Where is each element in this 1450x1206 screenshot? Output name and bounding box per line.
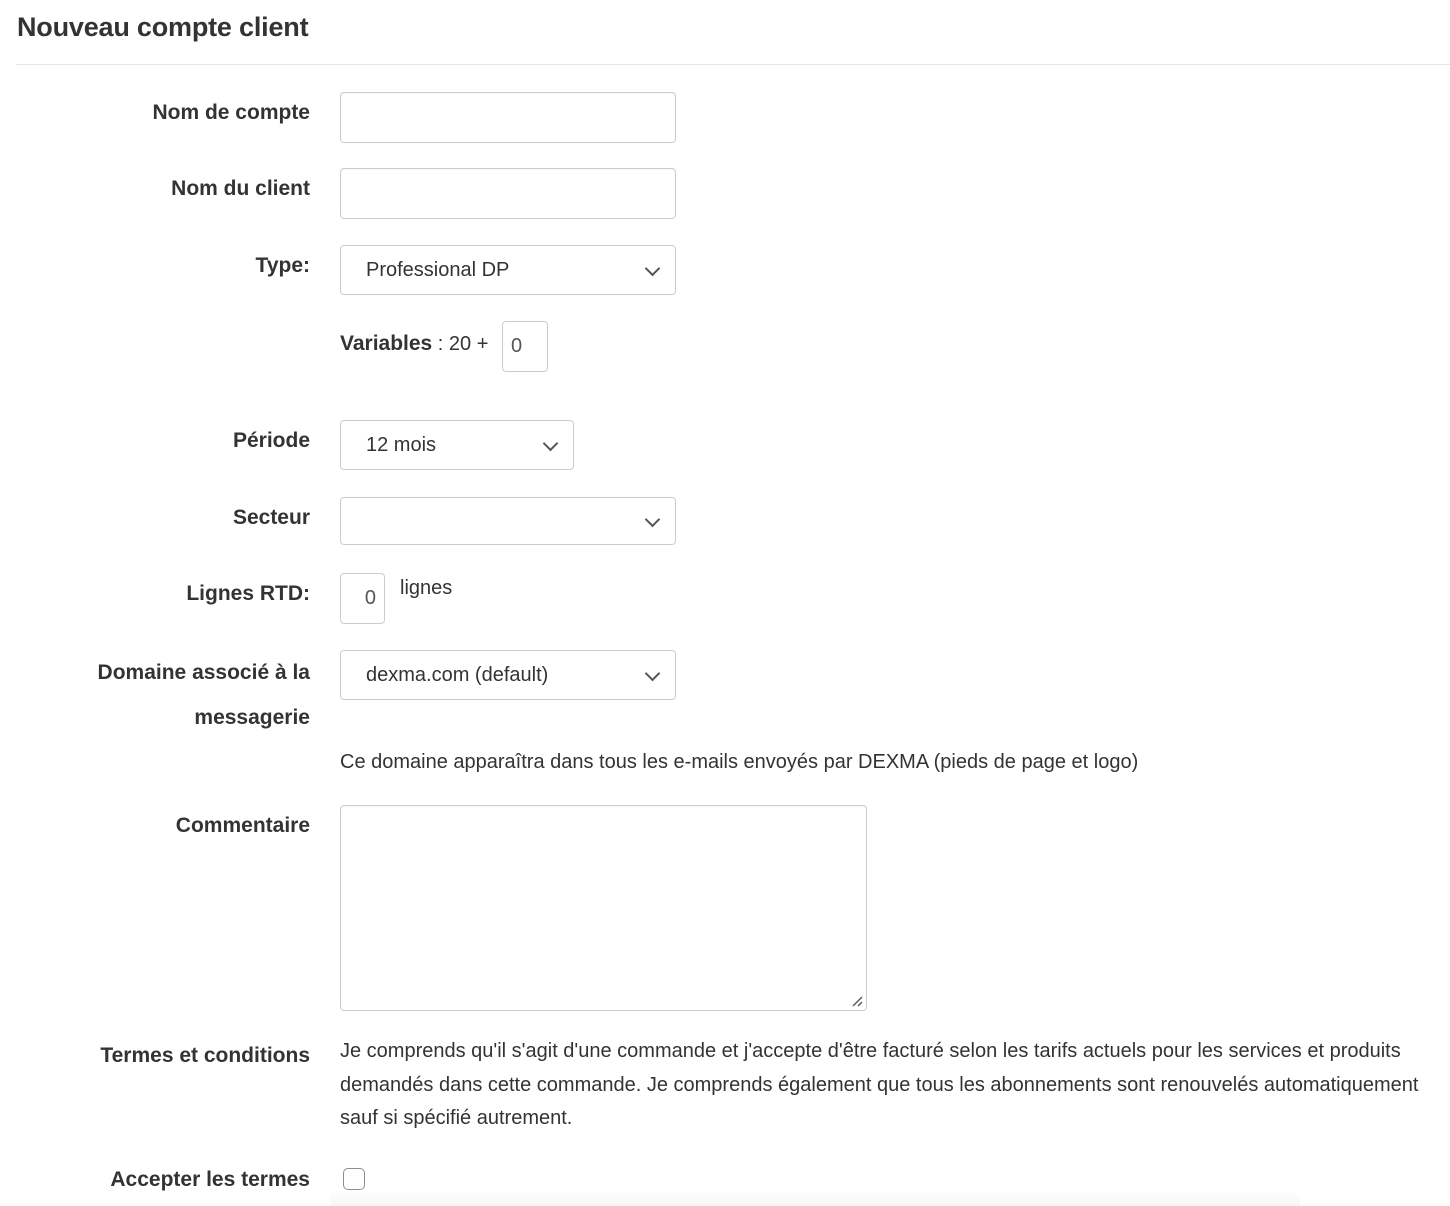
client-name-input[interactable]	[340, 168, 676, 219]
period-select-value: 12 mois	[366, 433, 437, 456]
sector-select[interactable]	[340, 497, 676, 545]
mail-domain-label: Domaine associé à la messagerie	[97, 661, 310, 729]
sector-label: Secteur	[232, 506, 310, 529]
rtd-lines-value: 0	[364, 587, 376, 609]
title-divider	[16, 64, 1450, 65]
chevron-down-icon	[645, 512, 661, 528]
variables-extra-input[interactable]	[502, 321, 548, 372]
type-label: Type:	[255, 254, 310, 277]
rtd-lines-input[interactable]	[340, 573, 385, 624]
chevron-down-icon	[645, 666, 661, 682]
page-title: Nouveau compte client	[17, 12, 309, 42]
variables-base: : 20 +	[437, 333, 489, 355]
account-name-input[interactable]	[340, 92, 676, 143]
mail-domain-select-value: dexma.com (default)	[366, 663, 549, 686]
variables-extra-value: 0	[511, 335, 523, 357]
chevron-down-icon	[543, 436, 559, 452]
terms-text: Je comprends qu'il s'agit d'une commande et j'accepte d'être facturé selon les tarifs actuels pour les services et produits demandés dans cette commande. Je comprends également que tous les abonnements sont renouvelés automatiquement sauf si spécifié autrement.	[340, 1040, 1419, 1129]
type-select[interactable]	[340, 245, 676, 295]
terms-label: Termes et conditions	[100, 1044, 310, 1067]
accept-terms-checkbox[interactable]	[343, 1168, 365, 1190]
variables-label: Variables	[340, 332, 433, 355]
mail-domain-select[interactable]	[340, 650, 676, 700]
variables-row	[340, 332, 488, 356]
comment-textarea[interactable]	[340, 805, 867, 1011]
accept-terms-label: Accepter les termes	[110, 1168, 310, 1191]
rtd-lines-label: Lignes RTD:	[186, 582, 310, 605]
period-select[interactable]	[340, 420, 574, 470]
resize-grip-icon[interactable]	[851, 995, 863, 1007]
client-name-label: Nom du client	[171, 177, 310, 200]
bottom-shadow	[330, 1190, 1300, 1206]
account-name-label: Nom de compte	[152, 101, 310, 124]
mail-domain-help: Ce domaine apparaîtra dans tous les e-mails envoyés par DEXMA (pieds de page et logo)	[340, 751, 1139, 773]
comment-label: Commentaire	[175, 814, 310, 837]
type-select-value: Professional DP	[366, 258, 510, 281]
chevron-down-icon	[645, 261, 661, 277]
rtd-lines-unit: lignes	[400, 577, 453, 599]
period-label: Période	[232, 429, 310, 452]
